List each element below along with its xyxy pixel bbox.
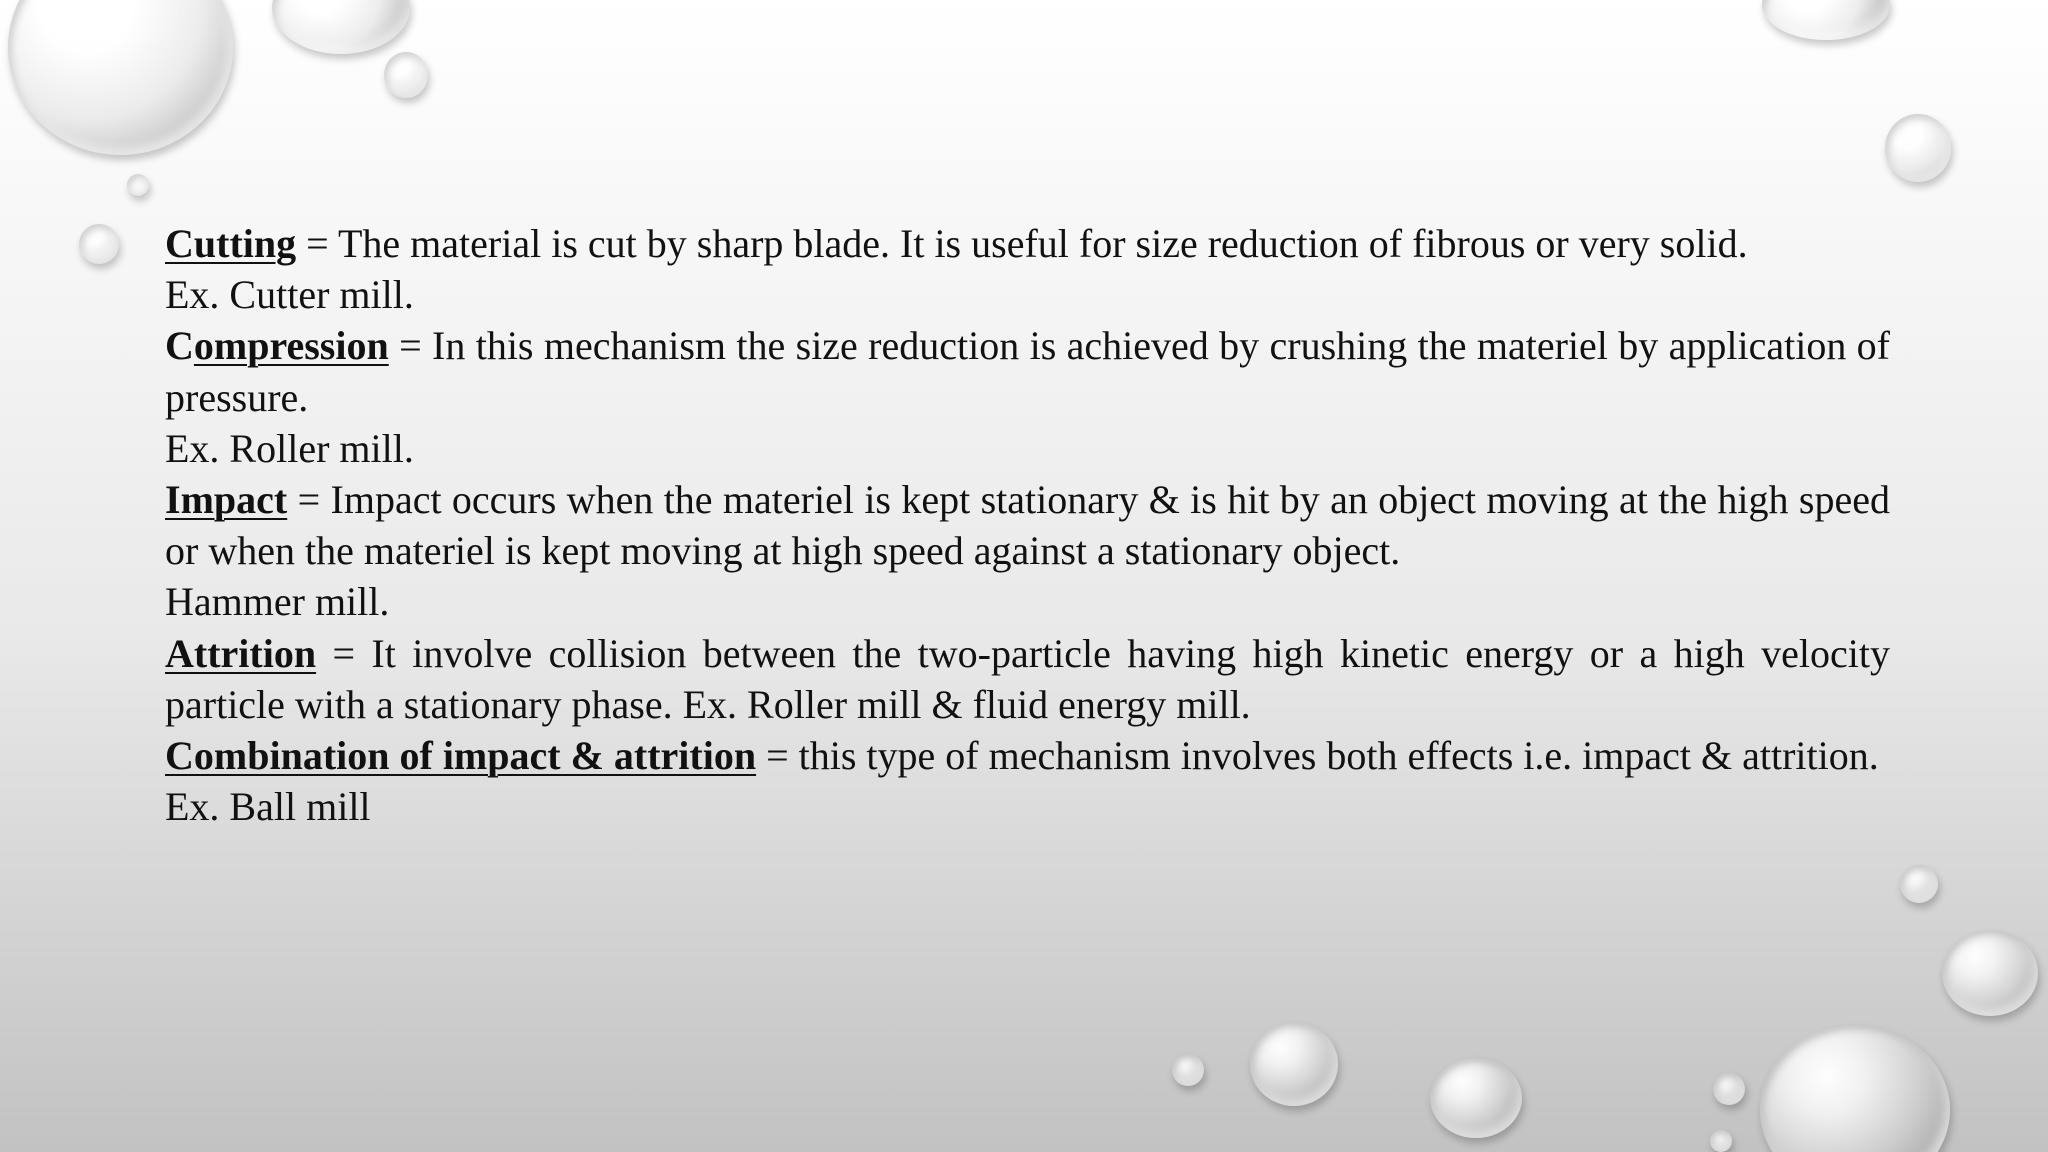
- term-compression-first-letter: C: [165, 323, 194, 369]
- definition-cutting: = The material is cut by sharp blade. It is useful for size reduction of fibrous or very solid.: [296, 221, 1748, 266]
- water-drop-decoration: [384, 52, 428, 98]
- term-cutting: Cutting: [165, 221, 297, 266]
- slide-body-text: [165, 218, 1890, 832]
- example-impact: Hammer mill.: [165, 579, 390, 625]
- water-drop-decoration: [1713, 1073, 1745, 1105]
- term-attrition: Attrition: [165, 630, 317, 676]
- water-drop-decoration: [79, 224, 119, 264]
- example-cutting: Ex. Cutter mill.: [165, 272, 414, 318]
- water-drop-decoration: [272, 0, 410, 54]
- water-drop-decoration: [1430, 1058, 1522, 1138]
- example-combination: Ex. Ball mill: [165, 784, 371, 830]
- water-drop-decoration: [1942, 930, 2038, 1016]
- water-drop-decoration: [1710, 1130, 1732, 1152]
- water-drop-decoration: [1760, 1025, 1950, 1152]
- water-drop-decoration: [8, 0, 233, 155]
- water-drop-decoration: [1762, 0, 1890, 40]
- paragraph-combination: [165, 730, 1890, 781]
- paragraph-cutting: [165, 218, 1890, 269]
- term-compression: ompression: [193, 323, 389, 369]
- paragraph-impact: [165, 474, 1890, 576]
- water-drop-decoration: [1250, 1022, 1338, 1106]
- paragraph-attrition: [165, 628, 1890, 730]
- term-combination: Combination of impact & attrition: [165, 733, 757, 779]
- water-drop-decoration: [1172, 1054, 1204, 1086]
- water-drop-decoration: [127, 174, 149, 196]
- water-drop-decoration: [1900, 865, 1938, 903]
- definition-attrition: = It involve collision between the two-particle having high kinetic energy or a high velocity particle with a stationary phase. Ex. Roller mill & fluid energy mill.: [165, 630, 1890, 727]
- paragraph-compression: [165, 320, 1890, 422]
- example-compression: Ex. Roller mill.: [165, 425, 414, 471]
- definition-combination: = this type of mechanism involves both effects i.e. impact & attrition.: [756, 733, 1879, 779]
- definition-impact: = Impact occurs when the materiel is kept stationary & is hit by an object moving at the high speed or when the materiel is kept moving at high speed against a stationary object.: [165, 477, 1890, 574]
- water-drop-decoration: [1885, 114, 1951, 182]
- term-impact: Impact: [165, 477, 288, 523]
- definition-compression: = In this mechanism the size reduction is achieved by crushing the materiel by application of pressure.: [165, 323, 1890, 420]
